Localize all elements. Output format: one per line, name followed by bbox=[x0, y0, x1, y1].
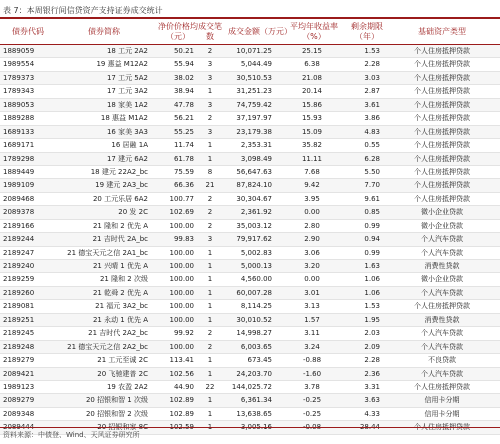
net-price-cell: 99.83 bbox=[173, 235, 194, 244]
asset-type-cell: 个人住房抵押贷款 bbox=[414, 154, 470, 163]
asset-type-cell: 个人住房抵押贷款 bbox=[414, 100, 470, 109]
remaining-term-cell: 3.31 bbox=[364, 382, 380, 391]
trade-count-cell: 3 bbox=[207, 100, 213, 109]
avg-yield-cell: 3.13 bbox=[304, 302, 320, 311]
net-price-cell: 100.00 bbox=[169, 275, 194, 284]
net-price-cell: 47.78 bbox=[173, 100, 194, 109]
bond-code-cell: 2189166 bbox=[3, 221, 35, 230]
trade-count-cell: 2 bbox=[207, 342, 213, 351]
table-row bbox=[0, 287, 500, 300]
trade-amount-cell: 60,007.28 bbox=[236, 288, 272, 297]
trade-count-cell: 1 bbox=[207, 275, 213, 284]
remaining-term-cell: 0.94 bbox=[364, 235, 380, 244]
header-count: 成交笔数 bbox=[198, 21, 222, 41]
trade-amount-cell: 5,044.49 bbox=[240, 60, 272, 69]
net-price-cell: 56.21 bbox=[173, 114, 194, 123]
bond-code-cell: 1989109 bbox=[3, 181, 35, 190]
net-price-cell: 100.00 bbox=[169, 288, 194, 297]
net-price-cell: 38.02 bbox=[173, 73, 194, 82]
avg-yield-cell: -1.60 bbox=[302, 369, 322, 378]
bond-code-cell: 2189279 bbox=[3, 356, 35, 365]
net-price-cell: 99.92 bbox=[173, 329, 194, 338]
bond-code-cell: 2189240 bbox=[3, 262, 35, 270]
bond-code-cell: 2089378 bbox=[3, 208, 35, 217]
remaining-term-cell: 6.28 bbox=[364, 154, 380, 163]
trade-count-cell: 1 bbox=[207, 262, 213, 270]
table-row bbox=[0, 394, 500, 407]
net-price-cell: 100.00 bbox=[169, 315, 194, 324]
table-title: 表 7：本周银行间信贷资产支持证券成交统计 bbox=[3, 6, 163, 15]
avg-yield-cell: 21.08 bbox=[301, 73, 323, 82]
asset-type-cell: 个人住房抵押贷款 bbox=[414, 382, 470, 391]
bond-name-cell: 21 乾舜 2 优先 A bbox=[92, 288, 148, 297]
trade-count-cell: 2 bbox=[207, 208, 213, 217]
asset-type-cell: 个人住房抵押贷款 bbox=[414, 127, 470, 136]
table-row bbox=[0, 260, 500, 273]
asset-type-cell: 个人住房抵押贷款 bbox=[414, 181, 470, 190]
asset-type-cell: 个人汽车贷款 bbox=[421, 329, 463, 338]
bond-name-cell: 17 建元 6A2 bbox=[106, 154, 148, 163]
avg-yield-cell: 3.95 bbox=[304, 194, 320, 203]
table-row bbox=[0, 126, 500, 139]
trade-amount-cell: 5,000.13 bbox=[240, 262, 272, 270]
net-price-cell: 55.25 bbox=[173, 127, 194, 136]
trade-count-cell: 1 bbox=[207, 248, 213, 257]
trade-count-cell: 2 bbox=[207, 221, 213, 230]
table-row bbox=[0, 166, 500, 179]
trade-amount-cell: 31,251.23 bbox=[236, 87, 272, 96]
trade-count-cell: 1 bbox=[207, 302, 213, 311]
avg-yield-cell: 3.11 bbox=[304, 329, 320, 338]
remaining-term-cell: 1.53 bbox=[364, 302, 380, 311]
asset-type-cell: 消费性贷款 bbox=[424, 262, 460, 270]
net-price-cell: 100.77 bbox=[169, 194, 194, 203]
table-row bbox=[0, 300, 500, 313]
table-row bbox=[0, 153, 500, 166]
bond-name-cell: 20 招银和智 1 次级 bbox=[85, 396, 148, 405]
net-price-cell: 44.90 bbox=[173, 382, 194, 391]
bond-name-cell: 21 隆和 2 次级 bbox=[99, 275, 148, 284]
trade-amount-cell: 3,098.49 bbox=[240, 154, 272, 163]
remaining-term-cell: 0.85 bbox=[364, 208, 380, 217]
bond-name-cell: 20 工元乐居 6A2 bbox=[92, 194, 148, 203]
bond-name-cell: 17 工元 3A2 bbox=[106, 87, 148, 96]
net-price-cell: 38.94 bbox=[173, 87, 194, 96]
avg-yield-cell: 0.00 bbox=[304, 275, 320, 284]
trade-amount-cell: 35,003.12 bbox=[236, 221, 272, 230]
remaining-term-cell: 2.28 bbox=[364, 356, 380, 365]
bond-name-cell: 18 惠益 M1A2 bbox=[100, 114, 148, 123]
avg-yield-cell: -0.25 bbox=[302, 396, 322, 405]
trade-amount-cell: 673.45 bbox=[247, 356, 272, 365]
avg-yield-cell: 0.00 bbox=[304, 208, 320, 217]
table-row bbox=[0, 327, 500, 340]
bond-name-cell: 20 飞驰建普 2C bbox=[97, 369, 148, 378]
avg-yield-cell: 15.09 bbox=[301, 127, 323, 136]
avg-yield-cell: 2.90 bbox=[304, 235, 320, 244]
net-price-cell: 102.89 bbox=[169, 409, 194, 418]
remaining-term-cell: 2.28 bbox=[364, 60, 380, 69]
trade-count-cell: 21 bbox=[205, 181, 215, 190]
trade-amount-cell: 6,003.65 bbox=[240, 342, 272, 351]
trade-count-cell: 1 bbox=[207, 315, 213, 324]
table-row bbox=[0, 45, 500, 58]
bond-name-cell: 19 建元 2A3_bc bbox=[95, 181, 148, 190]
table-row bbox=[0, 72, 500, 85]
bond-name-cell: 21 德宝天元之信 2A1_bc bbox=[67, 248, 148, 257]
net-price-cell: 100.00 bbox=[169, 221, 194, 230]
bond-code-cell: 1889053 bbox=[3, 100, 35, 109]
trade-amount-cell: 8,114.25 bbox=[240, 302, 272, 311]
bond-name-cell: 20 招银和智 2 次级 bbox=[85, 409, 148, 418]
remaining-term-cell: 0.99 bbox=[364, 248, 380, 257]
trade-amount-cell: 30,304.67 bbox=[236, 194, 272, 203]
trade-amount-cell: 30,510.53 bbox=[236, 73, 272, 82]
bond-code-cell: 1889059 bbox=[3, 47, 35, 55]
table-row bbox=[0, 112, 500, 125]
avg-yield-cell: 20.14 bbox=[301, 87, 323, 96]
asset-type-cell: 微小企业贷款 bbox=[421, 275, 463, 284]
remaining-term-cell: 2.09 bbox=[364, 342, 380, 351]
table-row bbox=[0, 139, 500, 152]
trade-amount-cell: 144,025.72 bbox=[231, 382, 272, 391]
trade-amount-cell: 6,361.34 bbox=[240, 396, 272, 405]
table-row bbox=[0, 247, 500, 260]
bond-code-cell: 2089348 bbox=[3, 409, 35, 418]
trade-count-cell: 1 bbox=[207, 409, 213, 418]
header-term: 剩余期限（年） bbox=[351, 21, 383, 41]
table-row bbox=[0, 85, 500, 98]
trade-amount-cell: 5,002.83 bbox=[240, 248, 272, 257]
asset-type-cell: 信用卡分期 bbox=[424, 396, 460, 405]
trade-count-cell: 2 bbox=[207, 194, 213, 203]
net-price-cell: 61.78 bbox=[173, 154, 194, 163]
bond-code-cell: 1789298 bbox=[3, 154, 35, 163]
net-price-cell: 100.00 bbox=[169, 262, 194, 270]
table-row bbox=[0, 341, 500, 354]
bond-code-cell: 1989123 bbox=[3, 382, 35, 391]
table-body bbox=[0, 45, 500, 435]
asset-type-cell: 个人汽车贷款 bbox=[421, 235, 463, 244]
trade-count-cell: 2 bbox=[207, 114, 213, 123]
trade-amount-cell: 30,010.52 bbox=[236, 315, 272, 324]
bond-name-cell: 19 惠益 M12A2 bbox=[96, 60, 148, 69]
avg-yield-cell: 35.82 bbox=[301, 141, 323, 150]
bond-code-cell: 1889288 bbox=[3, 114, 35, 123]
bond-name-cell: 21 隆和 2 优先 A bbox=[92, 221, 148, 230]
trade-count-cell: 1 bbox=[207, 154, 213, 163]
trade-amount-cell: 4,560.00 bbox=[240, 275, 272, 284]
trade-count-cell: 8 bbox=[207, 167, 213, 176]
avg-yield-cell: 3.06 bbox=[304, 248, 320, 257]
trade-count-cell: 3 bbox=[207, 73, 213, 82]
net-price-cell: 50.21 bbox=[173, 47, 194, 55]
bond-name-cell: 21 永动 1 优先 A bbox=[92, 315, 148, 324]
header-name: 债券简称 bbox=[88, 26, 120, 36]
net-price-cell: 102.89 bbox=[169, 396, 194, 405]
header-amount: 成交金额（万元） bbox=[228, 26, 292, 36]
bond-code-cell: 2189244 bbox=[3, 235, 35, 244]
avg-yield-cell: 7.68 bbox=[304, 167, 320, 176]
avg-yield-cell: -0.25 bbox=[302, 409, 322, 418]
bond-name-cell: 21 德宝天元之信 2A2_bc bbox=[67, 342, 148, 351]
remaining-term-cell: 3.63 bbox=[364, 396, 380, 405]
trade-amount-cell: 10,071.25 bbox=[236, 47, 272, 55]
remaining-term-cell: 4.83 bbox=[364, 127, 380, 136]
remaining-term-cell: 3.86 bbox=[364, 114, 380, 123]
net-price-cell: 102.69 bbox=[169, 208, 194, 217]
table-row bbox=[0, 179, 500, 192]
bond-code-cell: 2189260 bbox=[3, 288, 35, 297]
net-price-cell: 102.56 bbox=[169, 369, 194, 378]
bond-code-cell: 1789373 bbox=[3, 73, 35, 82]
bond-code-cell: 2189081 bbox=[3, 302, 35, 311]
asset-type-cell: 个人住房抵押贷款 bbox=[414, 47, 470, 55]
bond-name-cell: 18 工元 2A2 bbox=[106, 47, 148, 55]
trade-count-cell: 3 bbox=[207, 235, 213, 244]
bond-code-cell: 2189245 bbox=[3, 329, 35, 338]
header-asset-type: 基础资产类型 bbox=[418, 26, 466, 36]
bond-name-cell: 16 家美 3A3 bbox=[106, 127, 148, 136]
header-yield: 平均年收益率（%） bbox=[290, 21, 338, 41]
bond-code-cell: 1689171 bbox=[3, 141, 35, 150]
avg-yield-cell: 2.80 bbox=[304, 221, 320, 230]
avg-yield-cell: 3.78 bbox=[304, 382, 320, 391]
remaining-term-cell: 0.55 bbox=[364, 141, 380, 150]
asset-type-cell: 消费性贷款 bbox=[424, 315, 460, 324]
header-code: 债券代码 bbox=[12, 26, 44, 36]
bond-code-cell: 1989554 bbox=[3, 60, 35, 69]
table-row bbox=[0, 206, 500, 219]
bond-code-cell: 2189248 bbox=[3, 342, 35, 351]
table-row bbox=[0, 99, 500, 112]
table-row bbox=[0, 368, 500, 381]
avg-yield-cell: 25.15 bbox=[301, 47, 323, 55]
table-row bbox=[0, 58, 500, 71]
asset-type-cell: 个人住房抵押贷款 bbox=[414, 60, 470, 69]
table-header bbox=[0, 19, 500, 44]
net-price-cell: 100.00 bbox=[169, 342, 194, 351]
table-row bbox=[0, 220, 500, 233]
remaining-term-cell: 9.61 bbox=[364, 194, 380, 203]
trade-amount-cell: 23,179.38 bbox=[236, 127, 272, 136]
trade-amount-cell: 14,998.27 bbox=[236, 329, 272, 338]
remaining-term-cell: 1.53 bbox=[364, 47, 380, 55]
table-row bbox=[0, 354, 500, 367]
remaining-term-cell: 1.06 bbox=[364, 275, 380, 284]
table-row bbox=[0, 193, 500, 206]
asset-type-cell: 个人汽车贷款 bbox=[421, 288, 463, 297]
remaining-term-cell: 3.61 bbox=[364, 100, 380, 109]
avg-yield-cell: 3.01 bbox=[304, 288, 320, 297]
asset-type-cell: 个人汽车贷款 bbox=[421, 342, 463, 351]
asset-type-cell: 个人住房抵押贷款 bbox=[414, 302, 470, 311]
trade-count-cell: 1 bbox=[207, 141, 213, 150]
trade-count-cell: 2 bbox=[207, 47, 213, 55]
asset-type-cell: 信用卡分期 bbox=[424, 409, 460, 418]
remaining-term-cell: 4.33 bbox=[364, 409, 380, 418]
asset-type-cell: 个人汽车贷款 bbox=[421, 248, 463, 257]
bond-name-cell: 21 兴晴 1 优先 A bbox=[92, 262, 148, 270]
table-row bbox=[0, 381, 500, 394]
trade-amount-cell: 56,647.63 bbox=[236, 167, 272, 176]
source-note: 资料来源：中债登、Wind、天风证券研究所 bbox=[3, 431, 140, 439]
trade-count-cell: 1 bbox=[207, 356, 213, 365]
trade-amount-cell: 74,759.42 bbox=[236, 100, 272, 109]
asset-type-cell: 个人住房抵押贷款 bbox=[414, 141, 470, 150]
trade-count-cell: 2 bbox=[207, 329, 213, 338]
net-price-cell: 66.36 bbox=[173, 181, 194, 190]
remaining-term-cell: 1.06 bbox=[364, 288, 380, 297]
bond-name-cell: 16 居融 1A bbox=[111, 141, 148, 150]
asset-type-cell: 不良贷款 bbox=[428, 356, 456, 365]
bond-code-cell: 2089421 bbox=[3, 369, 35, 378]
asset-type-cell: 微小企业贷款 bbox=[421, 208, 463, 217]
avg-yield-cell: 3.24 bbox=[304, 342, 320, 351]
remaining-term-cell: 2.36 bbox=[364, 369, 380, 378]
trade-count-cell: 1 bbox=[207, 369, 213, 378]
bottom-rule bbox=[0, 427, 500, 428]
bond-name-cell: 18 家美 1A2 bbox=[106, 100, 148, 109]
remaining-term-cell: 0.99 bbox=[364, 221, 380, 230]
net-price-cell: 100.00 bbox=[169, 248, 194, 257]
trade-count-cell: 3 bbox=[207, 127, 213, 136]
trade-amount-cell: 2,361.92 bbox=[240, 208, 272, 217]
bond-code-cell: 1789343 bbox=[3, 87, 35, 96]
remaining-term-cell: 1.95 bbox=[364, 315, 380, 324]
avg-yield-cell: 11.11 bbox=[301, 154, 323, 163]
trade-count-cell: 1 bbox=[207, 288, 213, 297]
trade-amount-cell: 13,638.65 bbox=[236, 409, 272, 418]
trade-amount-cell: 87,824.10 bbox=[236, 181, 272, 190]
trade-count-cell: 1 bbox=[207, 396, 213, 405]
bond-code-cell: 2189247 bbox=[3, 248, 35, 257]
remaining-term-cell: 2.87 bbox=[364, 87, 380, 96]
bond-name-cell: 17 工元 5A2 bbox=[106, 73, 148, 82]
trade-amount-cell: 24,203.70 bbox=[236, 369, 272, 378]
table-row bbox=[0, 408, 500, 421]
remaining-term-cell: 1.63 bbox=[364, 262, 380, 270]
bond-name-cell: 19 农盈 2A2 bbox=[106, 382, 148, 391]
trade-amount-cell: 2,353.31 bbox=[240, 141, 272, 150]
net-price-cell: 11.74 bbox=[173, 141, 194, 150]
remaining-term-cell: 7.70 bbox=[364, 181, 380, 190]
asset-type-cell: 个人住房抵押贷款 bbox=[414, 114, 470, 123]
net-price-cell: 100.00 bbox=[169, 302, 194, 311]
remaining-term-cell: 2.03 bbox=[364, 329, 380, 338]
bond-name-cell: 18 建元 22A2_bc bbox=[90, 167, 148, 176]
trade-count-cell: 1 bbox=[207, 87, 213, 96]
net-price-cell: 113.41 bbox=[169, 356, 194, 365]
avg-yield-cell: 1.57 bbox=[304, 315, 320, 324]
trade-count-cell: 22 bbox=[205, 382, 215, 391]
table-row bbox=[0, 314, 500, 327]
asset-type-cell: 个人住房抵押贷款 bbox=[414, 194, 470, 203]
bond-code-cell: 2189251 bbox=[3, 315, 35, 324]
table-row bbox=[0, 233, 500, 246]
header-price: 净价价格均（元） bbox=[158, 21, 198, 41]
bond-name-cell: 21 吉时代 2A_bc bbox=[92, 235, 148, 244]
asset-type-cell: 个人住房抵押贷款 bbox=[414, 167, 470, 176]
trade-amount-cell: 37,197.97 bbox=[236, 114, 272, 123]
avg-yield-cell: 3.20 bbox=[304, 262, 320, 270]
asset-type-cell: 个人住房抵押贷款 bbox=[414, 73, 470, 82]
asset-type-cell: 个人住房抵押贷款 bbox=[414, 87, 470, 96]
bond-code-cell: 1889449 bbox=[3, 167, 35, 176]
asset-type-cell: 微小企业贷款 bbox=[421, 221, 463, 230]
bond-name-cell: 21 工元至诚 2C bbox=[97, 356, 148, 365]
avg-yield-cell: 9.42 bbox=[304, 181, 320, 190]
avg-yield-cell: 6.38 bbox=[304, 60, 320, 69]
net-price-cell: 75.59 bbox=[173, 167, 194, 176]
bond-code-cell: 2189259 bbox=[3, 275, 35, 284]
trade-amount-cell: 79,917.62 bbox=[236, 235, 272, 244]
avg-yield-cell: -0.88 bbox=[302, 356, 322, 365]
bond-code-cell: 2089468 bbox=[3, 194, 35, 203]
avg-yield-cell: 15.86 bbox=[301, 100, 323, 109]
remaining-term-cell: 5.50 bbox=[364, 167, 380, 176]
bond-name-cell: 21 吉时代 2A2_bc bbox=[88, 329, 148, 338]
bond-name-cell: 21 福元 3A2_bc bbox=[95, 302, 148, 311]
bond-code-cell: 2089279 bbox=[3, 396, 35, 405]
bond-code-cell: 1689133 bbox=[3, 127, 35, 136]
table-row bbox=[0, 273, 500, 286]
remaining-term-cell: 3.03 bbox=[364, 73, 380, 82]
trade-count-cell: 3 bbox=[207, 60, 213, 69]
bond-name-cell: 20 发 2C bbox=[118, 208, 148, 217]
asset-type-cell: 个人汽车贷款 bbox=[421, 369, 463, 378]
avg-yield-cell: 15.93 bbox=[301, 114, 323, 123]
net-price-cell: 55.94 bbox=[173, 60, 194, 69]
